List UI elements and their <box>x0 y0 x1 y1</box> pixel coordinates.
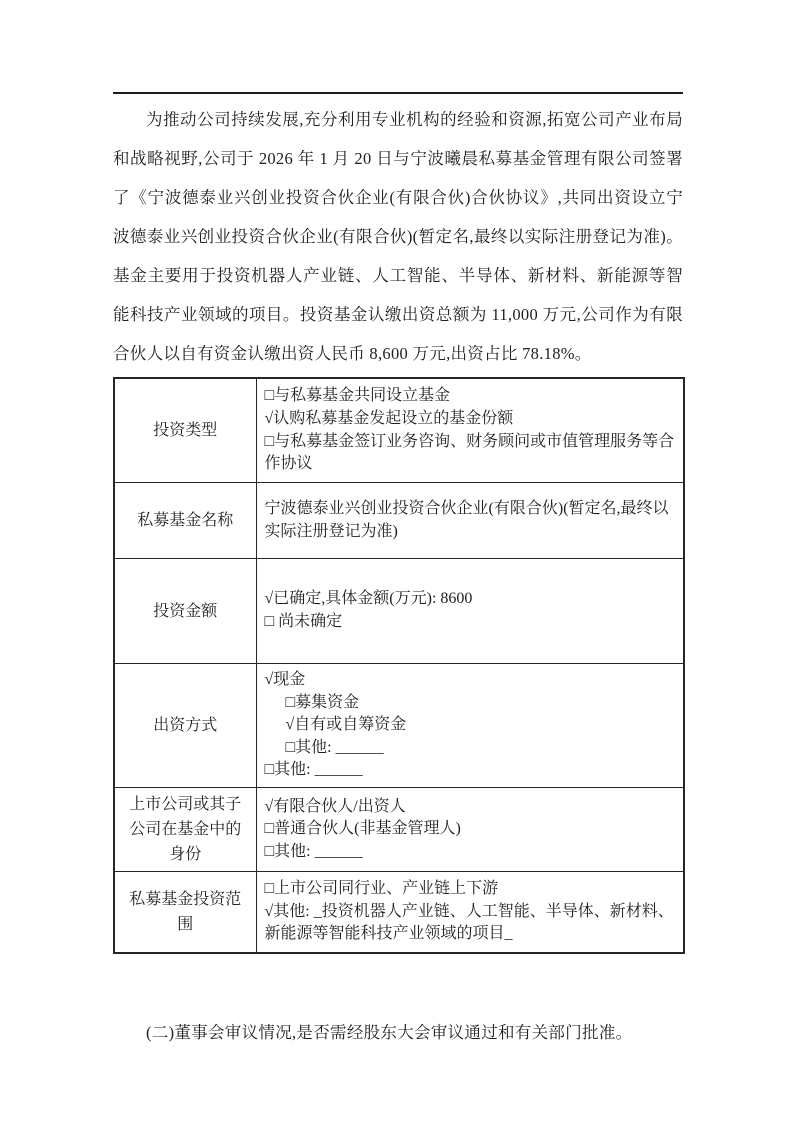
checkbox-option-line: □ 尚未确定 <box>264 613 343 630</box>
checkbox-option-line: □与私募基金共同设立基金 <box>264 387 451 405</box>
checkbox-option-line: □与私募基金签订业务咨询、财务顾问或市值管理服务等合作协议 <box>264 432 675 473</box>
value-line: 宁波德泰业兴创业投资合伙企业(有限合伙)(暂定名,最终以实际注册登记为准) <box>264 499 669 540</box>
checkbox-option-line: □募集资金 <box>285 693 360 711</box>
checked-option-line: √其他: _投资机器人产业链、人工智能、半导体、新材料、新能源等智能科技产业领域的项目_ <box>264 902 674 943</box>
checked-option-line: √已确定,具体金额(万元): 8600 <box>264 590 473 608</box>
checked-option-line: √认购私募基金发起设立的基金份额 <box>264 409 514 427</box>
checkbox-option-line: □上市公司同行业、产业链上下游 <box>264 880 499 898</box>
row-value-funding-method <box>256 664 684 788</box>
checkbox-option-line: □其他: ______ <box>264 842 363 860</box>
fund-investment-table <box>113 377 685 954</box>
checked-option-line: √自有或自筹资金 <box>285 716 407 734</box>
row-label-company-role: 上市公司或其子公司在基金中的身份 <box>114 787 256 871</box>
table-row-company-role <box>114 787 684 871</box>
intro-paragraph: 为推动公司持续发展,充分利用专业机构的经验和资源,拓宽公司产业布局和战略视野,公司于 2026 年 1 月 20 日与宁波曦晨私募基金管理有限公司签署了《宁波德泰业兴创业投资合伙企业(有限合伙)合伙协议》,共同出资设立宁波德泰业兴创业投资合伙企业(有限合伙)(暂定名,最终以实际注册登记为准)。基金主要用于投资机器人产业链、人工智能、半导体、新材料、新能源等智能科技产业领域的项目。投资基金认缴出资总额为 11,000 万元,公司作为有限合伙人以自有资金认缴出资人民币 8,600 万元,出资占比 78.18%。 <box>113 110 683 363</box>
row-label-investment-amount: 投资金额 <box>114 559 256 664</box>
table-row-funding-method <box>114 664 684 788</box>
checked-option-line: √有限合伙人/出资人 <box>264 797 406 815</box>
row-value-company-role <box>256 787 684 871</box>
row-label-investment-type: 投资类型 <box>114 378 256 483</box>
table-row-investment-scope <box>114 871 684 953</box>
closing-paragraph: (二)董事会审议情况,是否需经股东大会审议通过和有关部门批准。 <box>146 1022 633 1042</box>
checkbox-option-line: □其他: ______ <box>264 761 363 779</box>
table-row-investment-type <box>114 378 684 483</box>
row-value-investment-scope <box>256 871 684 953</box>
row-value-investment-amount <box>256 559 684 664</box>
table-row-fund-name <box>114 483 684 559</box>
checkbox-option-line: □普通合伙人(非基金管理人) <box>264 820 461 838</box>
row-label-investment-scope: 私募基金投资范围 <box>114 871 256 953</box>
row-label-fund-name: 私募基金名称 <box>114 483 256 559</box>
row-value-fund-name <box>256 483 684 559</box>
document-content <box>113 0 683 1045</box>
row-value-investment-type <box>256 378 684 483</box>
checkbox-option-line: □其他: ______ <box>285 738 384 756</box>
table-row-investment-amount <box>114 559 684 664</box>
checked-option-line: √现金 <box>264 671 306 688</box>
row-label-funding-method: 出资方式 <box>114 664 256 788</box>
